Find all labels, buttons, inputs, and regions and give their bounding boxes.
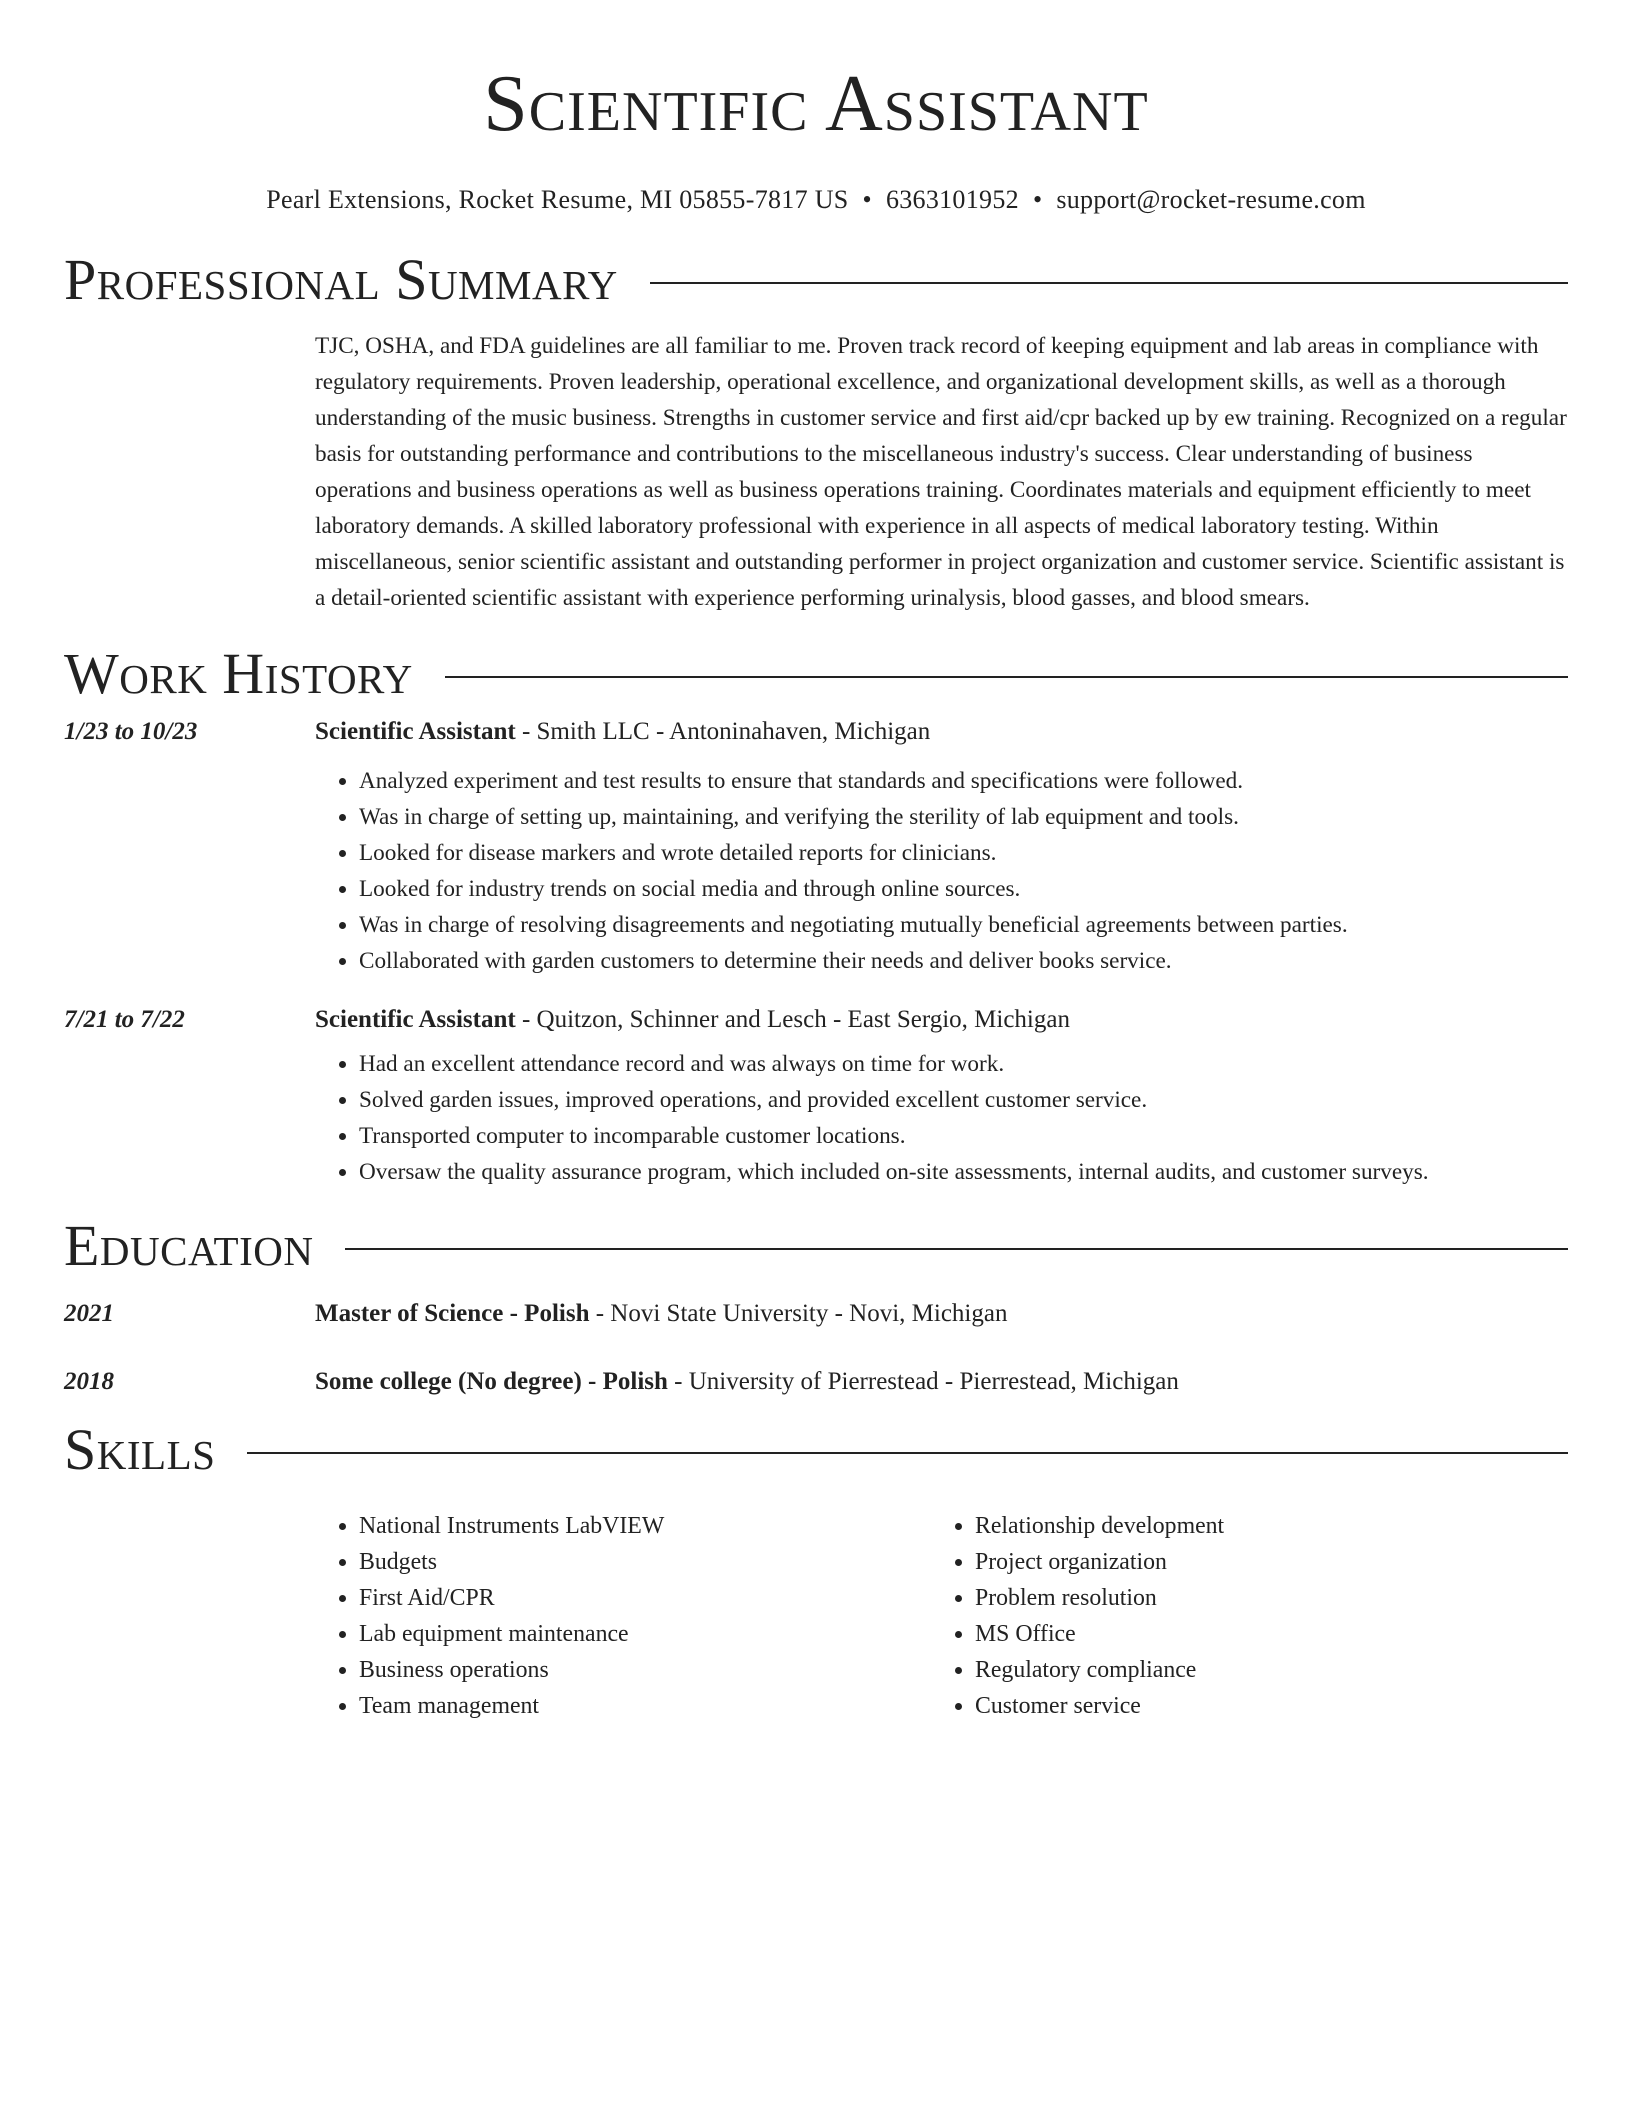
resume-page <box>64 0 1568 1724</box>
skill-item: • Team management <box>359 1688 931 1724</box>
summary-title: Professional Summary <box>64 247 618 312</box>
skill-item: • Budgets <box>359 1544 931 1580</box>
education-line <box>315 1300 1568 1328</box>
job-bullets <box>315 763 1568 979</box>
job-header <box>64 1006 1568 1034</box>
skill-item: • First Aid/CPR <box>359 1580 931 1616</box>
contact-separator: • <box>862 185 872 214</box>
job-employer: - Quitzon, Schinner and Lesch - East Sergio, Michigan <box>515 1006 1070 1033</box>
work-history-section <box>64 642 1568 1190</box>
section-divider <box>445 676 1568 678</box>
list-item: • Had an excellent attendance record and was always on time for work. <box>359 1046 1568 1082</box>
section-divider <box>247 1452 1568 1454</box>
summary-section <box>64 248 1568 616</box>
education-section <box>64 1214 1568 1396</box>
list-item: • Was in charge of setting up, maintaining, and verifying the sterility of lab equipment and tools. <box>359 799 1568 835</box>
job-title-line <box>315 718 1568 746</box>
resume-header <box>64 0 1568 216</box>
skill-item: • National Instruments LabVIEW <box>359 1508 931 1544</box>
list-item: • Solved garden issues, improved operations, and provided excellent customer service. <box>359 1082 1568 1118</box>
education-entry <box>64 1368 1568 1396</box>
candidate-name: Scientific Assistant <box>483 60 1149 148</box>
education-year: 2021 <box>64 1300 114 1327</box>
section-divider <box>650 282 1568 284</box>
skill-item: • Customer service <box>975 1688 1547 1724</box>
job-bullets <box>315 1046 1568 1190</box>
education-title: Education <box>64 1213 314 1278</box>
education-school: - University of Pierrestead - Pierrestead, Michigan <box>667 1368 1179 1395</box>
section-header <box>64 1418 1568 1482</box>
skill-item: • Problem resolution <box>975 1580 1547 1616</box>
education-year: 2018 <box>64 1368 114 1395</box>
section-divider <box>345 1248 1568 1250</box>
contact-line <box>64 184 1568 216</box>
skills-column-left <box>315 1508 931 1724</box>
job-entry <box>64 1006 1568 1190</box>
job-header <box>64 718 1568 746</box>
skills-grid <box>315 1508 1568 1724</box>
list-item: • Collaborated with garden customers to determine their needs and deliver books service. <box>359 943 1568 979</box>
list-item: • Looked for industry trends on social media and through online sources. <box>359 871 1568 907</box>
contact-separator: • <box>1032 185 1043 214</box>
list-item: • Looked for disease markers and wrote detailed reports for clinicians. <box>359 835 1568 871</box>
contact-phone: 6363101952 <box>885 185 1019 214</box>
education-entry <box>64 1300 1568 1328</box>
list-item: • Was in charge of resolving disagreements and negotiating mutually beneficial agreements between parties. <box>359 907 1568 943</box>
skill-item: • Regulatory compliance <box>975 1652 1547 1688</box>
section-header <box>64 642 1568 706</box>
job-role: Scientific Assistant <box>315 1006 516 1033</box>
education-school: - Novi State University - Novi, Michigan <box>589 1300 1008 1327</box>
skill-item: • Business operations <box>359 1652 931 1688</box>
list-item: • Analyzed experiment and test results to ensure that standards and specifications were followed. <box>359 763 1568 799</box>
list-item: • Transported computer to incomparable customer locations. <box>359 1118 1568 1154</box>
contact-address: Pearl Extensions, Rocket Resume, MI 05855-7817 US <box>266 185 849 214</box>
section-header <box>64 1214 1568 1278</box>
education-line <box>315 1368 1568 1396</box>
job-dates: 7/21 to 7/22 <box>64 1006 185 1033</box>
skills-title: Skills <box>64 1417 216 1482</box>
education-degree: Some college (No degree) - Polish <box>315 1368 668 1395</box>
job-entry <box>64 718 1568 979</box>
skill-item: • MS Office <box>975 1616 1547 1652</box>
work-history-title: Work History <box>64 641 413 706</box>
skills-section <box>64 1418 1568 1724</box>
education-degree: Master of Science - Polish <box>315 1300 590 1327</box>
skill-item: • Lab equipment maintenance <box>359 1616 931 1652</box>
job-employer: - Smith LLC - Antoninahaven, Michigan <box>515 718 931 745</box>
skill-item: • Relationship development <box>975 1508 1547 1544</box>
contact-email: support@rocket-resume.com <box>1056 185 1366 214</box>
job-role: Scientific Assistant <box>315 718 516 745</box>
list-item: • Oversaw the quality assurance program, which included on-site assessments, internal audits, and customer surveys. <box>359 1154 1568 1190</box>
skills-column-right <box>931 1508 1547 1724</box>
skill-item: • Project organization <box>975 1544 1547 1580</box>
job-title-line <box>315 1006 1568 1034</box>
job-dates: 1/23 to 10/23 <box>64 718 198 745</box>
summary-text: TJC, OSHA, and FDA guidelines are all familiar to me. Proven track record of keeping equipment and lab areas in compliance with regulatory requirements. Proven leadership, operational excellence, and organizational development skills, as well as a thorough understanding of the music business. Strengths in customer service and first aid/cpr backed up by ew training. Recognized on a regular basis for outstanding performance and contributions to the miscellaneous industry's success. Clear understanding of business operations and business operations as well as business operations training. Coordinates materials and equipment efficiently to meet laboratory demands. A skilled laboratory professional with experience in all aspects of medical laboratory testing. Within miscellaneous, senior scientific assistant and outstanding performer in project organization and customer service. Scientific assistant is a detail-oriented scientific assistant with experience performing urinalysis, blood gasses, and blood smears. <box>315 333 1567 611</box>
section-header <box>64 248 1568 312</box>
